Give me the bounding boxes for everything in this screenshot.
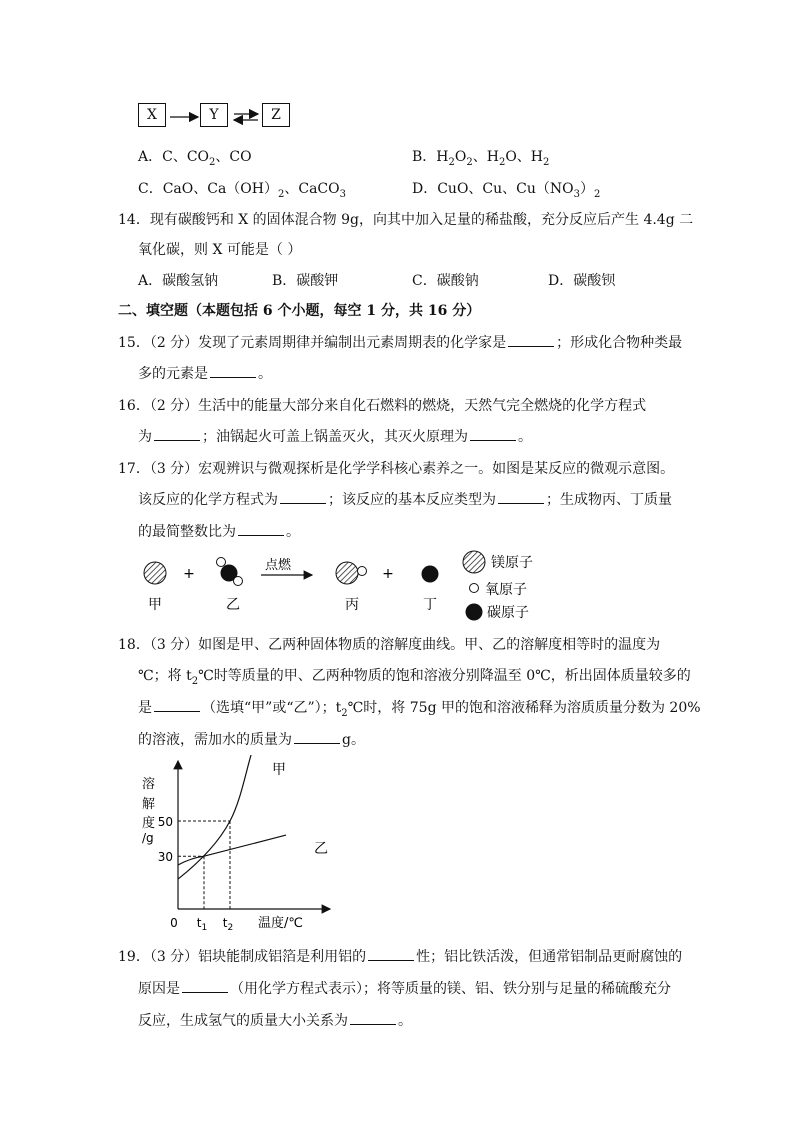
q14-option-c: C．碳酸钠 bbox=[412, 273, 479, 289]
legend-o-label: 氧原子 bbox=[485, 582, 527, 598]
q18-blank-1[interactable] bbox=[154, 699, 200, 712]
q13-option-d: D．CuO、Cu、$Cu(NO_3)_2$ bbox=[412, 181, 601, 200]
q19-line2: 原因是 （用化学方程式表示）；将等质量的镁、铝、铁分别与足量的稀硫酸充分 bbox=[138, 981, 671, 997]
y-tick-30: 30 bbox=[157, 850, 173, 865]
q17-blank-1[interactable] bbox=[280, 491, 326, 504]
origin-label: 0 bbox=[170, 916, 178, 930]
legend-c-label: 碳原子 bbox=[487, 605, 529, 621]
mg-atom-jia bbox=[144, 562, 166, 584]
y-axis-label-1: 溶 bbox=[142, 777, 156, 792]
reaction-diagram bbox=[130, 548, 550, 628]
q15-line1: 15．（2 分）发现了元素周期律并编制出元素周期表的化学家是 ；形成化合物种类最 bbox=[118, 335, 683, 351]
q17-line2: 该反应的化学方程式为 ；该反应的基本反应类型为 ；生成物丙、丁质量 bbox=[138, 492, 672, 508]
plus-sign-1: + bbox=[183, 566, 195, 582]
y-tick-50: 50 bbox=[157, 815, 173, 829]
box-z: Z bbox=[262, 103, 290, 127]
label-yi: 乙 bbox=[226, 597, 240, 613]
q13-option-b: B．$H_2O_2$、$H_2O$、$H_2$ bbox=[412, 149, 550, 168]
q19-line1: 19．（3 分）铝块能制成铝箔是利用铝的 性；铝比铁活泼，但通常铝制品更耐腐蚀的 bbox=[118, 949, 683, 965]
q17-blank-3[interactable] bbox=[238, 523, 284, 536]
legend-c-symbol bbox=[466, 604, 483, 621]
label-jia: 甲 bbox=[148, 597, 162, 613]
legend-o-symbol bbox=[470, 584, 479, 593]
legend-mg-label: 镁原子 bbox=[491, 555, 533, 571]
q18-line2: ℃；将 $t_2℃$时等质量的甲、乙两种物质的饱和溶液分别降温至 0℃，析出固体质量较多的 bbox=[138, 668, 691, 687]
q16-blank-1[interactable] bbox=[154, 428, 200, 441]
label-ding: 丁 bbox=[423, 597, 437, 613]
o-atom-yi-2 bbox=[234, 577, 243, 586]
q13-option-a: A．C、$CO_2$、CO bbox=[138, 149, 252, 168]
q15-blank-1[interactable] bbox=[508, 334, 554, 347]
q17-line1: 17．（3 分）宏观辨识与微观探析是化学学科核心素养之一。如图是某反应的微观示意图。 bbox=[118, 461, 675, 477]
x-tick-t2: $t_2$ bbox=[222, 916, 234, 933]
q14-option-d: D．碳酸钡 bbox=[548, 273, 616, 289]
q16-line2: 为 ；油锅起火可盖上锅盖灭火，其灭火原理为 。 bbox=[138, 429, 532, 445]
q17-blank-2[interactable] bbox=[498, 491, 544, 504]
o-atom-bing bbox=[358, 567, 367, 576]
q18-line4: 的溶液，需加水的质量为 g。 bbox=[138, 732, 365, 748]
solubility-chart bbox=[130, 755, 350, 935]
c-atom-ding bbox=[422, 566, 439, 583]
q14-option-a: A．碳酸氢钠 bbox=[138, 273, 219, 289]
label-bing: 丙 bbox=[345, 597, 359, 613]
q13-option-c: C．CaO、$Ca(OH)_2$、CaCO$_3$ bbox=[138, 181, 346, 200]
mg-atom-bing bbox=[336, 562, 358, 584]
q19-line3: 反应，生成氢气的质量大小关系为 。 bbox=[138, 1013, 412, 1029]
section-title: 二、填空题（本题包括 6 个小题，每空 1 分，共 16 分） bbox=[118, 303, 481, 319]
q18-line3: 是 （选填“甲”或“乙”）；$t_2℃$时，将 75g 甲的饱和溶液稀释为溶质质量分数为 20% bbox=[138, 700, 701, 719]
series-line-jia bbox=[178, 755, 256, 879]
q16-line1: 16．（2 分）生活中的能量大部分来自化石燃料的燃烧，天然气完全燃烧的化学方程式 bbox=[118, 398, 647, 414]
reaction-condition: 点燃 bbox=[264, 558, 292, 573]
q14-line1: 14．现有碳酸钙和 X 的固体混合物 9g，向其中加入足量的稀盐酸，充分反应后产生 4.4g 二 bbox=[118, 212, 694, 228]
y-axis-label-3: 度 bbox=[142, 816, 156, 831]
x-tick-t1: $t_1$ bbox=[196, 916, 208, 933]
q15-blank-2[interactable] bbox=[210, 365, 256, 378]
plus-sign-2: + bbox=[382, 566, 394, 582]
q16-blank-2[interactable] bbox=[470, 428, 516, 441]
box-y: Y bbox=[200, 103, 228, 127]
y-axis-label-2: 解 bbox=[142, 797, 156, 812]
q18-blank-2[interactable] bbox=[294, 731, 340, 744]
q19-blank-3[interactable] bbox=[350, 1012, 396, 1025]
o-atom-yi-1 bbox=[217, 558, 226, 567]
series-line-yi bbox=[178, 835, 286, 865]
q19-blank-1[interactable] bbox=[368, 948, 414, 961]
x-axis-label: 温度/℃ bbox=[258, 916, 303, 931]
q17-line3: 的最简整数比为 。 bbox=[138, 524, 300, 540]
series-label-jia: 甲 bbox=[272, 762, 286, 778]
box-x: X bbox=[138, 103, 166, 127]
q18-line1: 18．（3 分）如图是甲、乙两种固体物质的溶解度曲线。甲、乙的溶解度相等时的温度为 bbox=[118, 637, 661, 653]
legend-mg-symbol bbox=[463, 551, 485, 573]
q19-blank-2[interactable] bbox=[182, 980, 228, 993]
y-axis-label-4: /g bbox=[142, 831, 154, 845]
series-label-yi: 乙 bbox=[314, 841, 328, 857]
q14-option-b: B．碳酸钾 bbox=[272, 273, 339, 289]
q15-line2: 多的元素是 。 bbox=[138, 366, 272, 382]
q14-line2: 氧化碳，则 X 可能是（ ） bbox=[138, 242, 302, 258]
flow-arrows bbox=[166, 104, 262, 130]
